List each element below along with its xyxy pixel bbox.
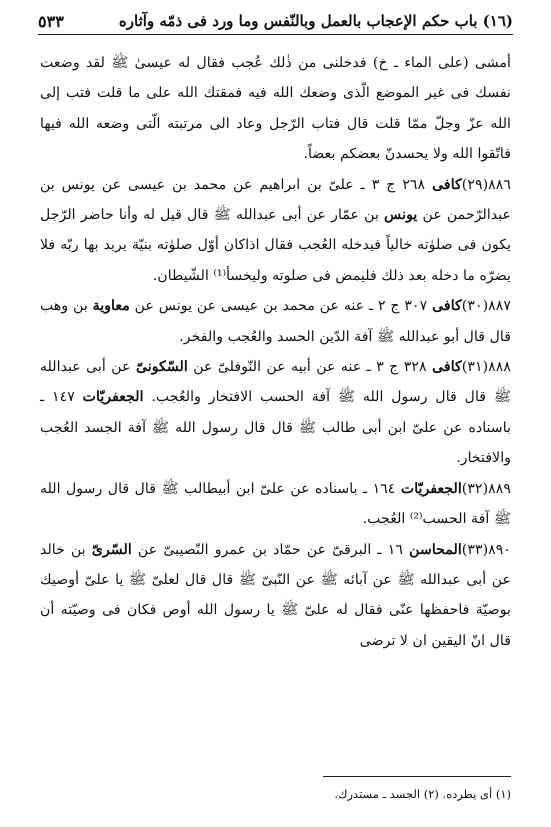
entry-number: ٨٨٧(٣٠) bbox=[461, 298, 511, 315]
entry-source: كافى bbox=[432, 298, 462, 315]
hadith-entry bbox=[40, 474, 511, 535]
entry-source: كافى bbox=[432, 359, 462, 376]
entry-second-source: الجعفريّات bbox=[82, 389, 144, 406]
entry-source: المحاسن bbox=[409, 541, 462, 558]
entry-text: ١٦ ـ البرقىّ عن حمّاد بن عمرو النّصيبىّ عن bbox=[131, 541, 410, 558]
hadith-entry bbox=[40, 352, 511, 474]
entry-number: ٨٩٠(٣٣) bbox=[461, 541, 512, 558]
page-number: ٥٣٣ bbox=[38, 11, 64, 31]
entry-text: ٣٢٨ ج ٣ ـ عنه عن أبيه عن النّوفلىّ عن bbox=[187, 359, 433, 376]
entry-text: بن خالد عن أبى عبدالله ﷺ عن آبائه ﷺ عن النّبىّ ﷺ قال قال لعلىّ ﷺ يا علىّ أوصيك بوصيّة فاحفظها عنّى فقال له علىّ ﷺ يا رسول الله أوص فكان فى وصيّته أن قال انّ اليقين ان لا ترضى bbox=[40, 541, 511, 649]
continuation-paragraph: أمشى (على الماء ـ خ) فدخلنى من ذٰلك عُجب فقال له عيسىٰ ﷺ لقد وضعت نفسك فى غير الموضع الّذى وضعك الله فيه فمقتك الله على ما قلت فتب إلى الله عزّ وجلّ ممّا قلت قال فتاب الرّجل وعاد الى مرتبته الّتى وضعه الله فيها فاتّقوا الله ولا يحسدنّ بعضكم بعضاً. bbox=[40, 55, 511, 163]
entry-narrator: السّكونىّ bbox=[135, 359, 188, 376]
entry-text: ١٦٤ ـ باسناده عن علىّ ابن أبيطالب ﷺ قال قال رسول الله ﷺ آفة الحسب⁽²⁾ العُجب. bbox=[40, 480, 511, 528]
hadith-entry bbox=[40, 170, 511, 292]
entry-text: ٢٦٨ ج ٣ ـ علىّ بن ابراهيم عن محمد بن عيسى عن يونس بن عبدالرّحمن عن bbox=[40, 176, 511, 224]
entry-text: ٣٠٧ ج ٢ ـ عنه عن محمد بن عيسى عن يونس عن bbox=[129, 298, 433, 315]
footnotes: (١) أى يطرده. (٢) الجسد ـ مستدرك. bbox=[334, 787, 511, 801]
entry-source: كافى bbox=[432, 176, 462, 193]
page-header bbox=[38, 8, 513, 35]
entry-number: ٨٨٦(٢٩) bbox=[461, 176, 511, 193]
entry-narrator: يونس bbox=[384, 207, 418, 224]
entry-text: بن عمّار عن أبى عبدالله ﷺ قال قيل له وأنا حاضر الرّجل يكون فى صلوٰته خالياً فيدخله العُجب فقال اذاكان أوّل صلوٰته بنيّة يريد بها ربّه فلا يضرّه ما دخله بعد ذلك فليمض فى صلوته وليخسأ⁽¹⁾ الشّيطان. bbox=[40, 207, 511, 284]
entry-number: ٨٨٩(٣٢) bbox=[461, 480, 511, 497]
body-text bbox=[40, 48, 511, 656]
entry-text: بن وهب قال قال أبو عبدالله ﷺ آفة الدّين الحسد والعُجب والفخر. bbox=[40, 298, 511, 345]
hadith-entry bbox=[40, 535, 511, 657]
entry-text: عن أبى عبدالله ﷺ قال قال رسول الله ﷺ آفة الحسب الافتخار والعُجب. bbox=[40, 359, 511, 406]
hadith-entry bbox=[40, 291, 511, 352]
chapter-title: (١٦) باب حكم الإعجاب بالعمل وبالنّفس وما ورد فى ذمّه وآثاره bbox=[118, 12, 513, 30]
footnote-separator bbox=[323, 776, 511, 777]
entry-text: ١٤٧ ـ باسناده عن علىّ ابن أبى طالب ﷺ قال قال رسول الله ﷺ آفة الجسد العُجب والافتخار. bbox=[40, 389, 511, 467]
entry-number: ٨٨٨(٣١) bbox=[461, 359, 511, 376]
entry-narrator: السّرىّ bbox=[91, 541, 132, 558]
entry-source: الجعفريّات bbox=[400, 480, 462, 497]
entry-narrator: معاوية bbox=[92, 298, 130, 315]
